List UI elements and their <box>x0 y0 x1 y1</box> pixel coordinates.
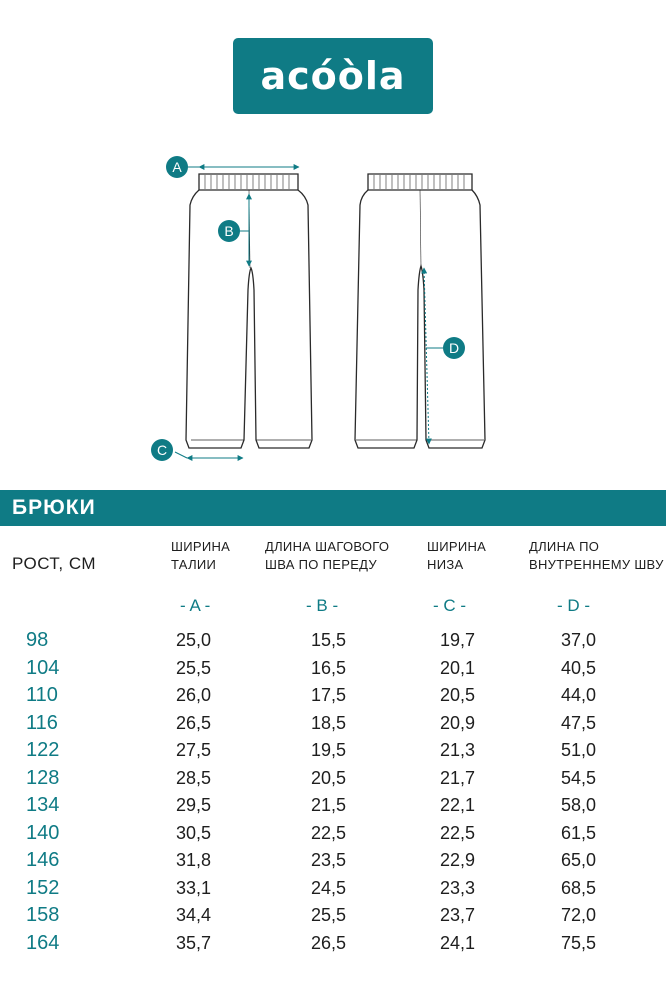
inseam-cell: 23,5 <box>311 850 347 870</box>
marker-D <box>443 337 465 359</box>
size-cell: 164 <box>26 931 60 954</box>
waist-cell: 25,5 <box>176 657 212 678</box>
table-row <box>0 682 666 709</box>
column-header-line1: ДЛИНА ШАГОВОГО <box>265 539 390 554</box>
height-column-header: РОСТ, СМ <box>12 554 97 573</box>
inner-seam-cell: 37,0 <box>561 630 597 650</box>
inseam-cell: 19,5 <box>311 740 347 760</box>
size-cell: 158 <box>26 904 60 926</box>
waist-cell: 29,5 <box>176 795 212 815</box>
size-cell: 140 <box>26 821 60 844</box>
column-header-waist-width <box>171 538 230 574</box>
table-row <box>0 792 666 819</box>
column-letter-d: - D - <box>557 596 591 615</box>
hem-cell: 22,1 <box>440 795 476 815</box>
hem-cell: 23,3 <box>440 877 476 898</box>
table-row <box>0 930 666 957</box>
marker-B-label: B <box>224 223 234 239</box>
marker-A <box>166 156 188 178</box>
inner-seam-cell: 72,0 <box>561 905 597 925</box>
hem-cell: 24,1 <box>440 932 476 953</box>
waist-cell: 26,5 <box>176 712 212 733</box>
inner-seam-cell: 44,0 <box>561 685 597 705</box>
column-header-line2: НИЗА <box>427 557 464 572</box>
pants-measurement-diagram <box>0 140 666 470</box>
size-cell: 110 <box>26 684 58 706</box>
size-cell: 152 <box>26 876 60 899</box>
back-view-pants <box>355 174 485 448</box>
inner-seam-cell: 58,0 <box>561 795 597 815</box>
size-cell: 104 <box>26 656 60 679</box>
inner-seam-cell: 54,5 <box>561 767 597 788</box>
hem-cell: 20,5 <box>440 685 476 705</box>
table-row <box>0 820 666 847</box>
inner-seam-cell: 75,5 <box>561 932 597 953</box>
inseam-cell: 17,5 <box>311 685 347 705</box>
waist-cell: 35,7 <box>176 932 212 953</box>
marker-D-label: D <box>448 340 460 356</box>
column-header-line2: ВНУТРЕННЕМУ ШВУ <box>529 557 664 572</box>
column-header-line2: ШВА ПО ПЕРЕДУ <box>265 557 377 572</box>
table-row <box>0 737 666 764</box>
size-cell: 128 <box>26 766 60 789</box>
waist-cell: 27,5 <box>176 740 212 760</box>
size-cell: 98 <box>26 629 49 651</box>
inner-seam-cell: 47,5 <box>561 712 597 733</box>
hem-cell: 20,1 <box>440 657 476 678</box>
inseam-cell: 18,5 <box>311 712 347 733</box>
marker-C-label: C <box>156 442 168 458</box>
hem-cell: 20,9 <box>440 712 476 733</box>
size-cell: 122 <box>26 739 60 761</box>
inseam-cell: 20,5 <box>311 767 347 788</box>
column-header-line2: ТАЛИИ <box>171 557 217 572</box>
marker-C <box>151 439 173 461</box>
column-letter-b: - B - <box>306 596 339 615</box>
table-row <box>0 875 666 902</box>
waist-cell: 26,0 <box>176 685 212 705</box>
size-cell: 116 <box>26 711 58 734</box>
hem-cell: 23,7 <box>440 905 476 925</box>
waist-cell: 34,4 <box>176 905 212 925</box>
table-row <box>0 847 666 874</box>
column-letter-c: - C - <box>433 596 467 615</box>
inner-seam-cell: 65,0 <box>561 850 597 870</box>
inseam-cell: 26,5 <box>311 932 347 953</box>
inseam-cell: 24,5 <box>311 877 347 898</box>
column-letter-a: - A - <box>180 596 211 615</box>
measurement-arrows <box>175 167 443 458</box>
inseam-cell: 21,5 <box>311 795 347 815</box>
marker-B <box>218 220 240 242</box>
waist-cell: 30,5 <box>176 822 212 843</box>
section-title: БРЮКИ <box>12 496 96 519</box>
inseam-cell: 22,5 <box>311 822 347 843</box>
table-row <box>0 655 666 682</box>
inner-seam-cell: 51,0 <box>561 740 597 760</box>
hem-cell: 22,9 <box>440 850 476 870</box>
column-header-hem-width <box>427 538 486 574</box>
waist-cell: 25,0 <box>176 630 212 650</box>
marker-A-label: A <box>172 159 182 175</box>
size-cell: 134 <box>26 794 60 816</box>
hem-cell: 21,7 <box>440 767 476 788</box>
inseam-cell: 16,5 <box>311 657 347 678</box>
hem-cell: 19,7 <box>440 630 476 650</box>
hem-cell: 21,3 <box>440 740 476 760</box>
column-header-line1: ШИРИНА <box>171 539 231 554</box>
column-header-front-inseam <box>265 538 389 574</box>
table-row <box>0 902 666 929</box>
table-row <box>0 710 666 737</box>
column-header-line1: ШИРИНА <box>427 539 487 554</box>
section-title-bar <box>0 490 666 526</box>
inseam-cell: 25,5 <box>311 905 347 925</box>
inner-seam-cell: 61,5 <box>561 822 597 843</box>
brand-logo-text: acóòla <box>260 54 406 98</box>
hem-cell: 22,5 <box>440 822 476 843</box>
inner-seam-cell: 40,5 <box>561 657 597 678</box>
inseam-cell: 15,5 <box>311 630 347 650</box>
waist-cell: 33,1 <box>176 877 212 898</box>
brand-logo <box>233 38 433 114</box>
waist-cell: 28,5 <box>176 767 212 788</box>
table-row <box>0 765 666 792</box>
table-row <box>0 627 666 654</box>
size-cell: 146 <box>26 849 60 871</box>
column-header-inner-seam-length <box>529 538 664 574</box>
column-header-line1: ДЛИНА ПО <box>529 539 600 554</box>
inner-seam-cell: 68,5 <box>561 877 597 898</box>
waist-cell: 31,8 <box>176 850 212 870</box>
